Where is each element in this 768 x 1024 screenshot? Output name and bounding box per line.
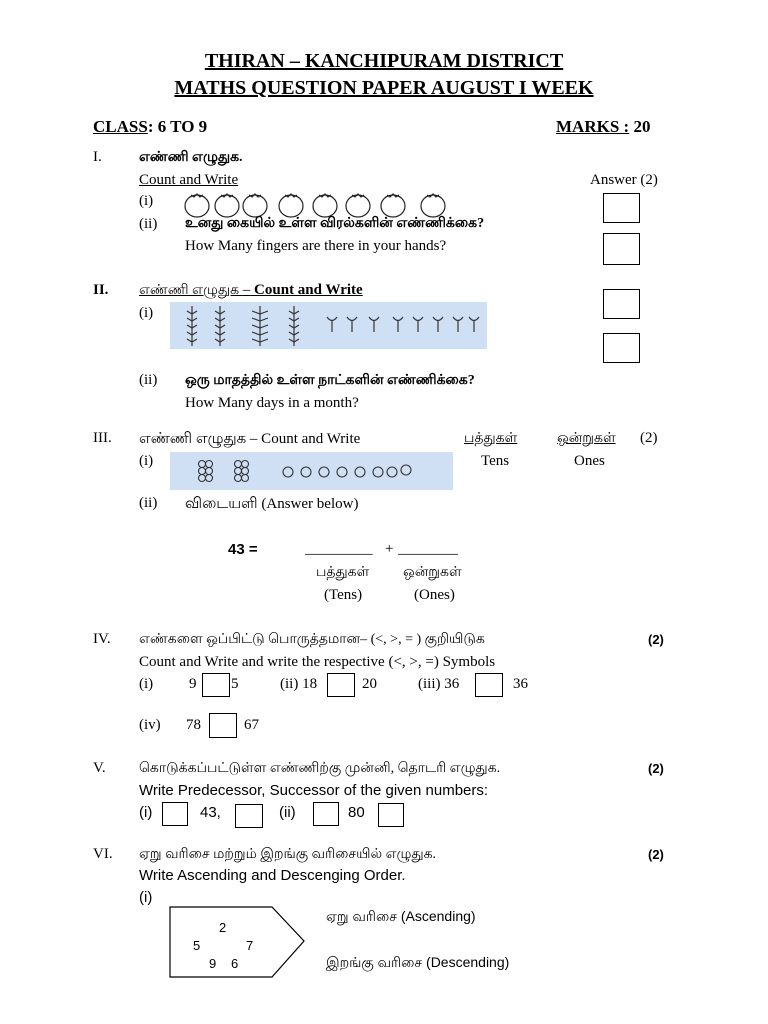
sprout-icon xyxy=(369,317,379,332)
q4-i-a: 9 xyxy=(189,676,197,692)
q2-sub-ii: (ii) xyxy=(139,372,158,388)
q4-ii-box[interactable] xyxy=(327,673,355,697)
q6-english: Write Ascending and Descenging Order. xyxy=(139,867,406,884)
q1-sub-ii: (ii) xyxy=(139,216,158,232)
descending-english: (Descending) xyxy=(426,954,510,970)
fruit-bunches-drawing xyxy=(170,452,453,490)
pentagon-number-4: 9 xyxy=(209,956,217,971)
pentagon-number-1: 2 xyxy=(219,920,227,935)
tomato-icon xyxy=(243,194,267,217)
q3-count-image xyxy=(170,452,453,490)
q2-i-ones-box[interactable] xyxy=(603,333,640,363)
tens-header: Tens xyxy=(481,453,510,469)
marks-value: 20 xyxy=(629,117,651,136)
q2-ii-english: How Many days in a month? xyxy=(185,395,359,411)
tomato-icon xyxy=(313,194,337,217)
q3-sub-ii: (ii) xyxy=(139,495,158,511)
q2-heading-dash: – xyxy=(242,282,251,298)
ones-tamil-header: ஒன்றுகள் xyxy=(557,431,616,446)
q4-iv-a: 78 xyxy=(186,717,201,733)
ascending-english: (Ascending) xyxy=(400,908,476,924)
pentagon-number-3: 7 xyxy=(246,938,254,953)
q1-i-answer-box[interactable] xyxy=(603,193,640,223)
q4-ii-label: (ii) 18 xyxy=(280,676,318,692)
q5-ii-number: 80 xyxy=(348,804,365,821)
descending-label xyxy=(326,954,509,973)
q5-i-number: 43, xyxy=(200,804,221,821)
q4-iii-b: 36 xyxy=(513,676,528,692)
fruit-icon xyxy=(373,467,383,477)
tomato-images xyxy=(180,186,452,218)
tomato-icon xyxy=(185,194,209,217)
q1-number: I. xyxy=(93,149,102,165)
q4-number: IV. xyxy=(93,631,111,647)
ones-label: (Ones) xyxy=(414,587,455,603)
q4-iv-label: (iv) xyxy=(139,717,161,733)
q4-english: Count and Write and write the respective (<, >, =) Symbols xyxy=(139,654,496,670)
fruit-icon xyxy=(283,467,293,477)
q6-tamil: ஏறு வரிசை மற்றும் இறங்கு வரிசையில் எழுதுக. xyxy=(139,847,437,862)
q5-i-predecessor-box[interactable] xyxy=(162,802,188,826)
q2-sub-i: (i) xyxy=(139,305,154,321)
q2-i-tens-box[interactable] xyxy=(603,289,640,319)
q1-tamil-heading: எண்ணி எழுதுக. xyxy=(139,150,243,165)
sprout-icon xyxy=(347,317,357,332)
answer-label: Answer (2) xyxy=(590,172,658,188)
q1-ii-answer-box[interactable] xyxy=(603,233,640,265)
q6-sub-i: (i) xyxy=(139,889,153,906)
tens-tamil-header: பத்துகள் xyxy=(464,431,518,446)
q2-count-image xyxy=(170,302,487,349)
q1-sub-i: (i) xyxy=(139,193,154,209)
plus-sign: + xyxy=(385,541,394,557)
sprout-icon xyxy=(433,317,443,332)
q2-heading-tamil: எண்ணி எழுதுக xyxy=(139,283,240,298)
q5-english: Write Predecessor, Successor of the given numbers: xyxy=(139,782,489,799)
q5-i-successor-box[interactable] xyxy=(235,804,263,828)
fruit-icon xyxy=(387,467,397,477)
q4-marks: (2) xyxy=(648,632,664,647)
ascending-tamil: ஏறு வரிசை xyxy=(326,908,397,924)
equation-lhs: 43 = xyxy=(228,541,258,558)
q4-tamil: எண்களை ஒப்பிட்டு பொருத்தமான– (<, >, = ) குறியிடுக xyxy=(139,632,485,647)
q4-i-label: (i) xyxy=(139,676,154,692)
tomato-icon xyxy=(279,194,303,217)
q4-ii-b: 20 xyxy=(362,676,377,692)
q3-heading: எண்ணி எழுதுக – Count and Write xyxy=(139,431,361,447)
tomato-icon xyxy=(421,194,445,217)
q5-tamil: கொடுக்கப்பட்டுள்ள எண்ணிற்கு முன்னி, தொடரி எழுதுக. xyxy=(139,761,501,776)
q5-ii-label: (ii) xyxy=(279,804,296,821)
q3-marks: (2) xyxy=(640,430,658,446)
q4-iii-label: (iii) 36 xyxy=(418,676,460,692)
q6-marks: (2) xyxy=(648,847,664,862)
q5-i-label: (i) xyxy=(139,804,153,821)
marks-info xyxy=(556,117,650,137)
q4-iv-box[interactable] xyxy=(209,713,237,738)
q5-ii-predecessor-box[interactable] xyxy=(313,802,339,826)
class-info xyxy=(93,117,207,137)
q2-number: II. xyxy=(93,282,109,298)
sprout-icon xyxy=(327,317,337,332)
tomato-icon xyxy=(381,194,405,217)
pentagon-number-5: 6 xyxy=(231,956,239,971)
q3-sub-i: (i) xyxy=(139,453,154,469)
q5-number: V. xyxy=(93,760,106,776)
q4-i-b: 5 xyxy=(231,676,239,692)
tomato-icon xyxy=(346,194,370,217)
sprout-icon xyxy=(393,317,403,332)
q2-heading-english: Count and Write xyxy=(254,282,363,298)
q4-iii-box[interactable] xyxy=(475,673,503,697)
descending-tamil: இறங்கு வரிசை xyxy=(326,954,423,970)
class-label: CLASS xyxy=(93,117,148,136)
title-paper: MATHS QUESTION PAPER AUGUST I WEEK xyxy=(174,77,594,99)
fruit-icon xyxy=(337,467,347,477)
ones-header: Ones xyxy=(574,453,605,469)
sprout-icon xyxy=(469,317,479,332)
ones-tamil-label: ஒன்றுகள் xyxy=(403,565,462,580)
q1-english-heading: Count and Write xyxy=(139,172,239,188)
fruit-icon xyxy=(319,467,329,477)
q5-marks: (2) xyxy=(648,761,664,776)
q2-heading xyxy=(139,282,363,300)
tens-blank[interactable]: _________ xyxy=(305,541,373,557)
sprouts-drawing xyxy=(170,302,487,349)
q3-ii-text: விடையளி (Answer below) xyxy=(185,496,359,512)
marks-label: MARKS : xyxy=(556,117,630,136)
q6-number: VI. xyxy=(93,846,113,862)
class-value: : 6 TO 9 xyxy=(147,117,208,136)
fruit-icon xyxy=(401,465,411,475)
q4-i-box[interactable] xyxy=(202,673,230,697)
q1-ii-tamil: உனது கையில் உள்ள விரல்களின் எண்ணிக்கை? xyxy=(185,216,485,231)
pentagon-number-2: 5 xyxy=(193,938,201,953)
fruit-icon xyxy=(301,467,311,477)
sprout-icon xyxy=(413,317,423,332)
tens-tamil-label: பத்துகள் xyxy=(316,565,370,580)
tens-label: (Tens) xyxy=(324,587,363,603)
ones-blank[interactable]: ________ xyxy=(398,541,458,557)
q1-ii-english: How Many fingers are there in your hands? xyxy=(185,238,447,254)
tomato-icon xyxy=(215,194,239,217)
q3-number: III. xyxy=(93,430,112,446)
q2-ii-tamil: ஒரு மாதத்தில் உள்ள நாட்களின் எண்ணிக்கை? xyxy=(185,373,475,388)
q4-iv-b: 67 xyxy=(244,717,259,733)
fruit-icon xyxy=(355,467,365,477)
ascending-label xyxy=(326,908,476,927)
sprout-icon xyxy=(453,317,463,332)
title-district: THIRAN – KANCHIPURAM DISTRICT xyxy=(204,50,564,72)
q5-ii-successor-box[interactable] xyxy=(378,803,404,827)
